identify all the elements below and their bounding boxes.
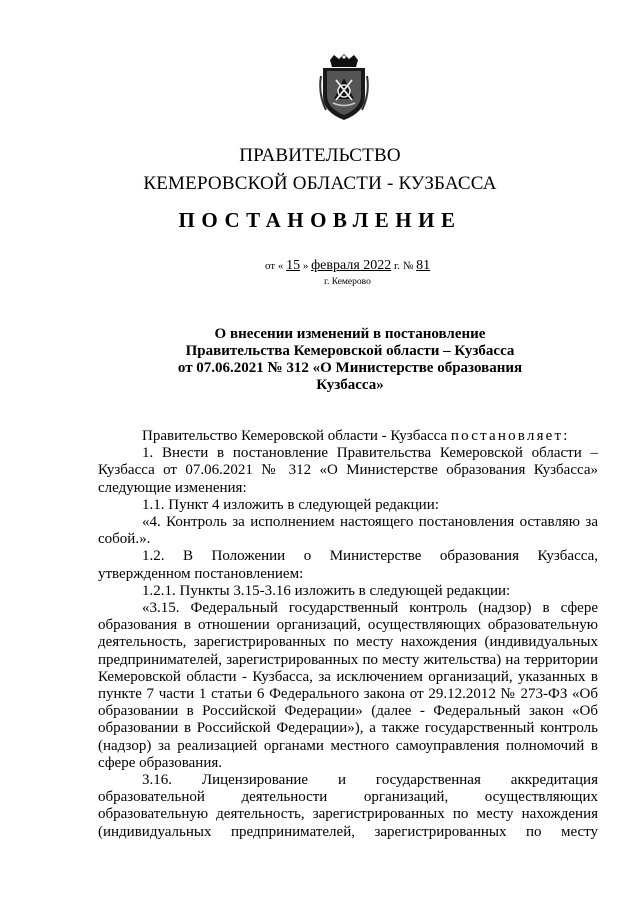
city: г. Кемерово bbox=[324, 277, 371, 287]
intro-spaced-word: постановляет: bbox=[450, 428, 570, 444]
coat-of-arms-icon bbox=[318, 54, 370, 122]
document-type: ПОСТАНОВЛЕНИЕ bbox=[178, 208, 462, 232]
title-line: О внесении изменений в постановление bbox=[214, 326, 486, 342]
paragraph-1: 1. Внести в постановление Правительства Кемеровской области – Кузбасса от 07.06.2021 № 312 «О Министерстве образования Кузбасса» следующие изменения: bbox=[98, 445, 598, 496]
title-line: от 07.06.2021 № 312 «О Министерстве образования bbox=[177, 360, 523, 376]
intro-text: Правительство Кемеровской области - Кузбасса bbox=[142, 428, 448, 444]
date-line bbox=[0, 258, 640, 274]
paragraph-1-2: 1.2. В Положении о Министерстве образования Кузбасса, утвержденном постановлением: bbox=[98, 548, 598, 582]
paragraph-1-1: 1.1. Пункт 4 изложить в следующей редакции: bbox=[142, 496, 439, 513]
paragraph-1-2-1: 1.2.1. Пункты 3.15-3.16 изложить в следующей редакции: bbox=[142, 582, 511, 599]
intro-paragraph bbox=[98, 428, 598, 445]
title-line: Правительства Кемеровской области – Кузбасса bbox=[185, 343, 515, 359]
date-year-suffix: г. bbox=[394, 260, 401, 272]
title-line: Кузбасса» bbox=[316, 377, 384, 393]
paragraph-3-15: «3.15. Федеральный государственный контроль (надзор) в сфере образования в отношении организаций, осуществляющих образовательную деятельность, зарегистрированных по месту нахождения (индивидуальных предпринимателей, зарегистрированных по месту жительства) на территории Кемеровской области - Кузбасса, за исключением организаций, указанных в пункте 7 части 1 статьи 6 Федерального закона от 29.12.2012 № 273-ФЗ «Об образовании в Российской Федерации» (далее - Федеральный закон «Об образовании в Российской Федерации»), а также государственный контроль (надзор) за реализацией органами местного самоуправления полномочий в сфере образования. bbox=[98, 600, 598, 771]
document-body bbox=[98, 428, 598, 841]
date-from-label: от « bbox=[264, 260, 284, 272]
government-name-line2: КЕМЕРОВСКОЙ ОБЛАСТИ - КУЗБАССА bbox=[143, 173, 497, 194]
document-number: 81 bbox=[416, 258, 431, 273]
government-name-line1: ПРАВИТЕЛЬСТВО bbox=[239, 145, 401, 166]
paragraph-3-16: 3.16. Лицензирование и государственная аккредитация образовательной деятельности организаций, осуществляющих образовательную деятельность, зарегистрированных по месту нахождения (индивидуальных предпринимателей, зарегистрированных по месту bbox=[98, 772, 598, 840]
number-sign: № bbox=[402, 260, 414, 272]
paragraph-1-1-text: «4. Контроль за исполнением настоящего постановления оставляю за собой.». bbox=[98, 514, 598, 548]
date-close-quote: » bbox=[302, 260, 309, 272]
document-title bbox=[150, 326, 550, 394]
date-month-year: февраля 2022 bbox=[311, 258, 392, 273]
date-day: 15 bbox=[286, 258, 301, 273]
